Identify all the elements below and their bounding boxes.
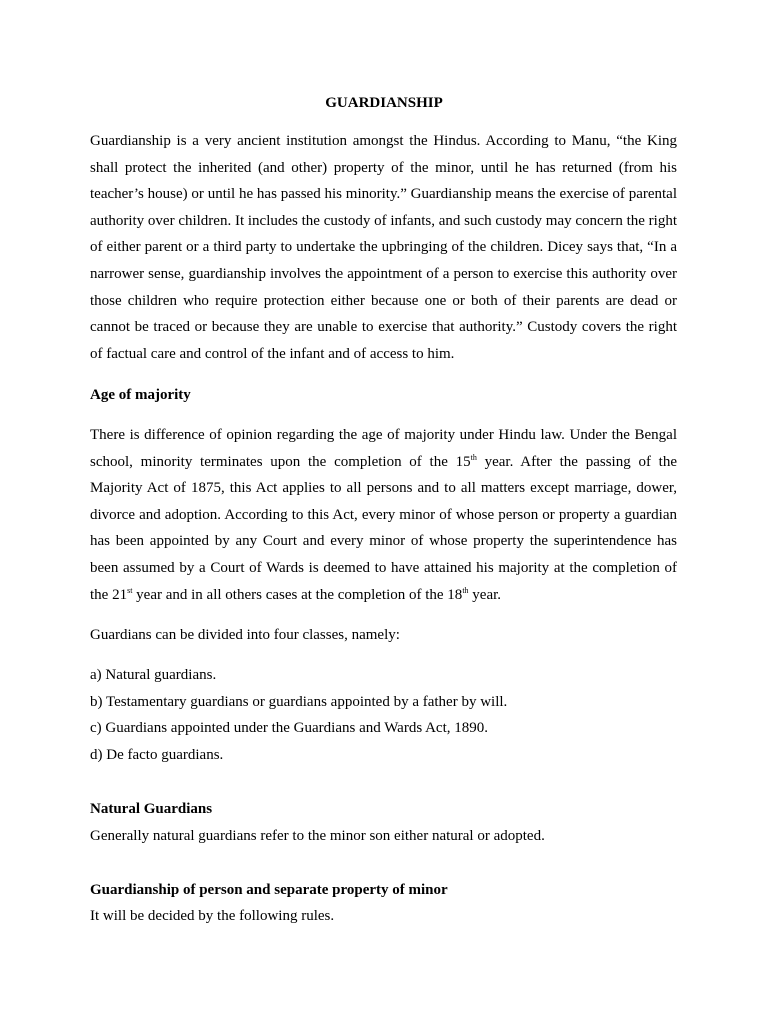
superscript-st-21: st	[127, 585, 133, 595]
person-property-heading: Guardianship of person and separate property of minor	[90, 882, 448, 898]
natural-guardians-heading: Natural Guardians	[90, 801, 213, 817]
age-text-part-3: year and in all others cases at the completion of the 18	[132, 586, 463, 603]
age-text-part-4: year.	[468, 586, 502, 603]
intro-paragraph: Guardianship is a very ancient institution amongst the Hindus. According to Manu, “the King shall protect the inherited (and other) property of the minor, until he has returned (from his teacher’s house) or until he has passed his minority.” Guardianship means the exercise of parental authority over children. It includes the custody of infants, and such custody may concern the right of either parent or a third party to undertake the upbringing of the children. Dicey says that, “In a narrower sense, guardianship involves the appointment of a person to exercise this authority over those children who require protection either because one or both of their parents are dead or cannot be traced or because they are unable to exercise that authority.” Custody covers the right of factual care and control of the infant and of access to him.	[90, 133, 677, 362]
superscript-th-15: th	[470, 452, 477, 462]
age-text-part-2: year. After the passing of the Majority Act of 1875, this Act applies to all persons and to all matters except marriage, dower, divorce and adoption. According to this Act, every minor of whose person or property a guardian has been appointed by any Court and every minor of whose property the superintendence has been assumed by a Court of Wards is deemed to have attained his majority at the completion of the 21	[90, 453, 678, 603]
age-of-majority-heading: Age of majority	[90, 387, 191, 403]
natural-guardians-text: Generally natural guardians refer to the minor son either natural or adopted.	[90, 828, 545, 844]
person-property-text: It will be decided by the following rules.	[90, 908, 335, 924]
classes-intro: Guardians can be divided into four classes, namely:	[90, 627, 400, 643]
guardian-classes-list	[90, 662, 677, 768]
list-item: d) De facto guardians.	[90, 746, 224, 763]
list-item: b) Testamentary guardians or guardians appointed by a father by will.	[90, 693, 508, 710]
list-item: a) Natural guardians.	[90, 667, 217, 683]
age-text-part-1: There is difference of opinion regarding the age of majority under Hindu law. Under the Bengal school, minority terminates upon the completion of the 15	[90, 427, 677, 470]
document-title: GUARDIANSHIP	[325, 95, 443, 111]
superscript-th-18: th	[462, 585, 469, 595]
list-item: c) Guardians appointed under the Guardians and Wards Act, 1890.	[90, 720, 488, 736]
age-of-majority-paragraph	[90, 422, 677, 608]
